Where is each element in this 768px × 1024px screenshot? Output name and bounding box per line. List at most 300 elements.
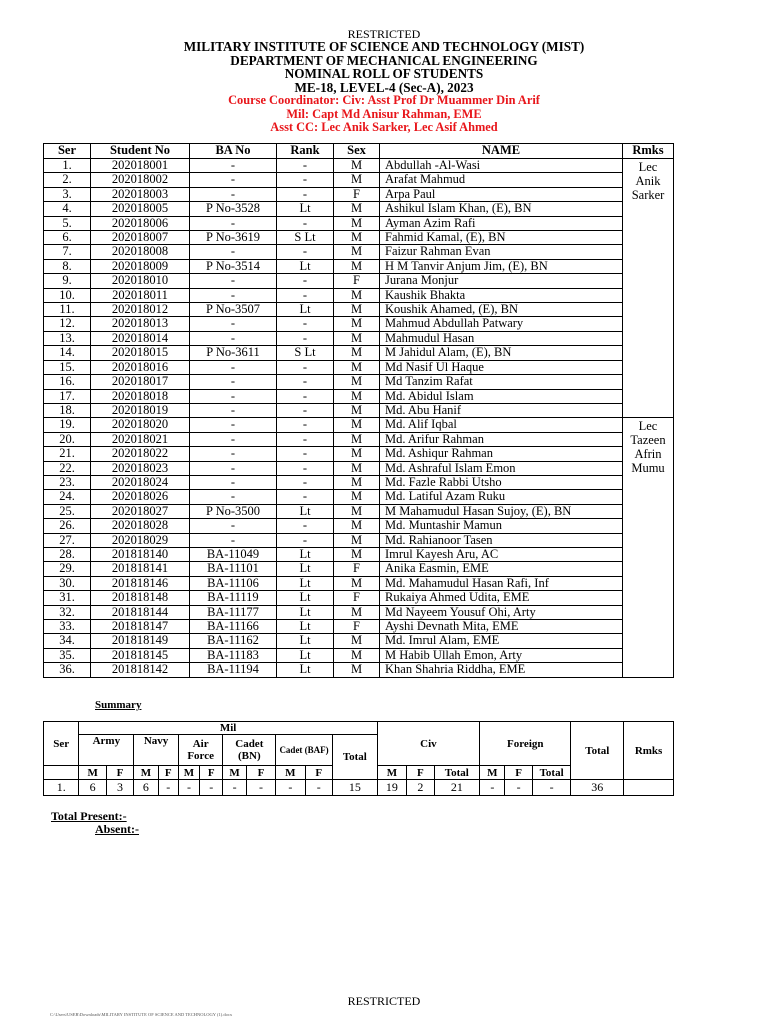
table-row <box>44 403 674 417</box>
cell-sex: M <box>334 576 380 590</box>
cell-sex: M <box>334 648 380 662</box>
summary-subheader-army-m: M <box>79 766 106 780</box>
cell-rank: - <box>277 187 334 201</box>
cell-student-no: 201818140 <box>91 547 190 561</box>
cell-name: Anika Easmin, EME <box>380 562 623 576</box>
table-row <box>44 346 674 360</box>
cell-rank: Lt <box>277 202 334 216</box>
cell-ba-no: - <box>190 475 277 489</box>
cell-sex: M <box>334 432 380 446</box>
table-row <box>44 490 674 504</box>
cell-ba-no: - <box>190 389 277 403</box>
cell-sex: F <box>334 620 380 634</box>
cell-sex: M <box>334 159 380 173</box>
table-row <box>44 274 674 288</box>
table-row <box>44 562 674 576</box>
summary-cell: 15 <box>332 780 377 796</box>
cell-rank: - <box>277 159 334 173</box>
department-name: DEPARTMENT OF MECHANICAL ENGINEERING <box>230 52 538 68</box>
cell-student-no: 202018010 <box>91 274 190 288</box>
summary-header-cadet-bn: Cadet (BN) <box>223 735 276 766</box>
absent-label: Absent:- <box>95 822 139 836</box>
cell-sex: F <box>334 591 380 605</box>
col-header-sex: Sex <box>334 144 380 159</box>
table-row <box>44 360 674 374</box>
cell-name: Ayman Azim Rafi <box>380 216 623 230</box>
cell-rank: - <box>277 418 334 432</box>
cell-sex: M <box>334 375 380 389</box>
col-header-rank: Rank <box>277 144 334 159</box>
cell-name: Md. Imrul Alam, EME <box>380 634 623 648</box>
summary-cell: - <box>178 780 199 796</box>
cell-rank: Lt <box>277 663 334 677</box>
summary-table <box>43 721 674 796</box>
institute-name: MILITARY INSTITUTE OF SCIENCE AND TECHNOLOGY (MIST) <box>183 39 585 54</box>
cell-sex: M <box>334 317 380 331</box>
cell-name: Md. Ashiqur Rahman <box>380 447 623 461</box>
table-row <box>44 475 674 489</box>
table-row <box>44 605 674 619</box>
document-title: NOMINAL ROLL OF STUDENTS <box>284 66 484 82</box>
cell-rank: - <box>277 432 334 446</box>
summary-cell: - <box>532 780 571 796</box>
summary-cell: 6 <box>79 780 106 796</box>
cell-sex: M <box>334 475 380 489</box>
table-row <box>44 519 674 533</box>
table-row <box>44 216 674 230</box>
mil-coordinator: Mil: Capt Md Anisur Rahman, EME <box>286 106 482 121</box>
cell-student-no: 202018024 <box>91 475 190 489</box>
table-row <box>44 202 674 216</box>
table-row <box>44 159 674 173</box>
cell-ba-no: - <box>190 173 277 187</box>
summary-data-row <box>44 780 674 796</box>
cell-rank: - <box>277 360 334 374</box>
summary-header-ser: Ser <box>44 722 79 766</box>
cell-name: Kaushik Bhakta <box>380 288 623 302</box>
cell-sex: M <box>334 360 380 374</box>
cell-sex: F <box>334 274 380 288</box>
cell-ser: 15. <box>44 360 91 374</box>
cell-student-no: 202018022 <box>91 447 190 461</box>
table-row <box>44 317 674 331</box>
summary-subheader-civ-f: F <box>407 766 434 780</box>
cell-ba-no: - <box>190 187 277 201</box>
cell-ser: 13. <box>44 331 91 345</box>
cell-rank: - <box>277 475 334 489</box>
summary-subheader-cbn-m: M <box>223 766 246 780</box>
table-row <box>44 547 674 561</box>
cell-name: Koushik Ahamed, (E), BN <box>380 303 623 317</box>
cell-ser: 21. <box>44 447 91 461</box>
cell-name: Jurana Monjur <box>380 274 623 288</box>
cell-ser: 11. <box>44 303 91 317</box>
cell-ba-no: BA-11166 <box>190 620 277 634</box>
cell-sex: M <box>334 346 380 360</box>
summary-subheader-cbaf-m: M <box>276 766 305 780</box>
roll-table-body <box>44 159 674 678</box>
table-row <box>44 576 674 590</box>
cell-rank: S Lt <box>277 346 334 360</box>
classification-marking-bottom: RESTRICTED <box>347 994 421 1008</box>
table-header-row <box>44 144 674 159</box>
table-row <box>44 389 674 403</box>
cell-sex: M <box>334 231 380 245</box>
cell-student-no: 202018019 <box>91 403 190 417</box>
cell-rank: - <box>277 519 334 533</box>
cell-sex: M <box>334 216 380 230</box>
cell-student-no: 202018006 <box>91 216 190 230</box>
summary-cell: 1. <box>44 780 79 796</box>
cell-student-no: 201818144 <box>91 605 190 619</box>
classification-marking-top: RESTRICTED <box>347 27 421 41</box>
cell-sex: M <box>334 202 380 216</box>
summary-header-foreign: Foreign <box>480 722 571 766</box>
cell-ser: 14. <box>44 346 91 360</box>
cell-student-no: 202018018 <box>91 389 190 403</box>
cell-rank: S Lt <box>277 231 334 245</box>
cell-name: Md. Rahianoor Tasen <box>380 533 623 547</box>
summary-subheader-civ-total: Total <box>434 766 480 780</box>
cell-name: Md. Mahamudul Hasan Rafi, Inf <box>380 576 623 590</box>
table-row <box>44 259 674 273</box>
cell-sex: M <box>334 259 380 273</box>
table-row <box>44 375 674 389</box>
cell-name: Ayshi Devnath Mita, EME <box>380 620 623 634</box>
cell-student-no: 202018009 <box>91 259 190 273</box>
cell-rank: - <box>277 461 334 475</box>
cell-ba-no: BA-11101 <box>190 562 277 576</box>
cell-sex: M <box>334 331 380 345</box>
cell-student-no: 202018013 <box>91 317 190 331</box>
cell-ser: 9. <box>44 274 91 288</box>
cell-rank: Lt <box>277 576 334 590</box>
cell-student-no: 201818146 <box>91 576 190 590</box>
cell-ser: 16. <box>44 375 91 389</box>
cell-rank: - <box>277 317 334 331</box>
cell-name: Md Tanzim Rafat <box>380 375 623 389</box>
summary-subheader-navy-m: M <box>134 766 158 780</box>
cell-sex: M <box>334 303 380 317</box>
total-present-label: Total Present:- <box>51 809 127 823</box>
cell-name: Md. Abu Hanif <box>380 403 623 417</box>
cell-ser: 4. <box>44 202 91 216</box>
cell-rank: - <box>277 288 334 302</box>
cell-ser: 31. <box>44 591 91 605</box>
summary-header-navy: Navy <box>134 735 179 766</box>
cell-name: Rukaiya Ahmed Udita, EME <box>380 591 623 605</box>
table-row <box>44 461 674 475</box>
col-header-name: NAME <box>380 144 623 159</box>
cell-ser: 20. <box>44 432 91 446</box>
cell-name: Md Nayeem Yousuf Ohi, Arty <box>380 605 623 619</box>
cell-rank: - <box>277 274 334 288</box>
assistant-coordinator: Asst CC: Lec Anik Sarker, Lec Asif Ahmed <box>270 120 498 135</box>
cell-student-no: 202018017 <box>91 375 190 389</box>
cell-ba-no: P No-3514 <box>190 259 277 273</box>
cell-name: Md. Fazle Rabbi Utsho <box>380 475 623 489</box>
cell-sex: M <box>334 634 380 648</box>
cell-student-no: 202018027 <box>91 504 190 518</box>
cell-rank: - <box>277 245 334 259</box>
cell-rank: - <box>277 490 334 504</box>
cell-ba-no: - <box>190 519 277 533</box>
cell-ba-no: - <box>190 418 277 432</box>
cell-ba-no: - <box>190 331 277 345</box>
cell-ser: 7. <box>44 245 91 259</box>
col-header-student-no: Student No <box>91 144 190 159</box>
cell-sex: M <box>334 447 380 461</box>
summary-header-air-force: Air Force <box>178 735 223 766</box>
cell-student-no: 202018028 <box>91 519 190 533</box>
cell-student-no: 202018011 <box>91 288 190 302</box>
cell-ser: 36. <box>44 663 91 677</box>
summary-cell: 21 <box>434 780 480 796</box>
summary-cell: - <box>223 780 246 796</box>
cell-name: Ashikul Islam Khan, (E), BN <box>380 202 623 216</box>
table-row <box>44 648 674 662</box>
cell-ba-no: - <box>190 288 277 302</box>
table-row <box>44 418 674 432</box>
table-row <box>44 173 674 187</box>
summary-subheader-cbaf-f: F <box>305 766 332 780</box>
table-row <box>44 303 674 317</box>
summary-subheader-foreign-f: F <box>505 766 532 780</box>
cell-ser: 17. <box>44 389 91 403</box>
cell-rank: - <box>277 216 334 230</box>
cell-student-no: 201818147 <box>91 620 190 634</box>
cell-name: M Mahamudul Hasan Sujoy, (E), BN <box>380 504 623 518</box>
course-coordinator: Course Coordinator: Civ: Asst Prof Dr Muammer Din Arif <box>228 93 540 108</box>
cell-ser: 23. <box>44 475 91 489</box>
summary-header-total: Total <box>571 722 624 780</box>
summary-cell: - <box>505 780 532 796</box>
cell-student-no: 202018029 <box>91 533 190 547</box>
summary-header-cadet-baf: Cadet (BAF) <box>276 735 333 766</box>
summary-subheader-af-f: F <box>200 766 223 780</box>
cell-ser: 26. <box>44 519 91 533</box>
cell-sex: M <box>334 403 380 417</box>
cell-sex: M <box>334 533 380 547</box>
table-row <box>44 245 674 259</box>
cell-rank: Lt <box>277 259 334 273</box>
cell-student-no: 201818149 <box>91 634 190 648</box>
cell-name: Md. Latiful Azam Ruku <box>380 490 623 504</box>
cell-ser: 3. <box>44 187 91 201</box>
cell-sex: M <box>334 605 380 619</box>
table-row <box>44 663 674 677</box>
cell-ba-no: - <box>190 403 277 417</box>
summary-cell: - <box>276 780 305 796</box>
cell-name: Md. Arifur Rahman <box>380 432 623 446</box>
col-header-rmks: Rmks <box>623 144 674 159</box>
document-header <box>0 40 768 135</box>
cell-sex: F <box>334 562 380 576</box>
cell-student-no: 202018002 <box>91 173 190 187</box>
summary-cell <box>624 780 674 796</box>
cell-ba-no: - <box>190 360 277 374</box>
cell-name: Khan Shahria Riddha, EME <box>380 663 623 677</box>
table-row <box>44 432 674 446</box>
cell-ser: 30. <box>44 576 91 590</box>
cell-ser: 6. <box>44 231 91 245</box>
cell-sex: M <box>334 288 380 302</box>
cell-student-no: 201818141 <box>91 562 190 576</box>
cell-ser: 22. <box>44 461 91 475</box>
cell-student-no: 202018020 <box>91 418 190 432</box>
cell-rank: - <box>277 389 334 403</box>
table-row <box>44 231 674 245</box>
summary-subheader-navy-f: F <box>158 766 178 780</box>
cell-ba-no: - <box>190 432 277 446</box>
cell-name: Arpa Paul <box>380 187 623 201</box>
table-row <box>44 447 674 461</box>
table-row <box>44 187 674 201</box>
cell-rank: - <box>277 173 334 187</box>
cell-sex: M <box>334 547 380 561</box>
cell-student-no: 202018015 <box>91 346 190 360</box>
cell-rank: Lt <box>277 648 334 662</box>
cell-ba-no: BA-11194 <box>190 663 277 677</box>
cell-ba-no: - <box>190 317 277 331</box>
summary-header-mil-total: Total <box>332 735 377 780</box>
cell-ser: 27. <box>44 533 91 547</box>
cell-ba-no: - <box>190 461 277 475</box>
summary-subheader-cbn-f: F <box>246 766 275 780</box>
cell-rank: - <box>277 403 334 417</box>
cell-ser: 2. <box>44 173 91 187</box>
cell-student-no: 201818142 <box>91 663 190 677</box>
cell-rank: - <box>277 331 334 345</box>
col-header-ser: Ser <box>44 144 91 159</box>
cell-student-no: 202018023 <box>91 461 190 475</box>
table-row <box>44 620 674 634</box>
rmks-group-cell: Lec Anik Sarker <box>623 159 674 418</box>
cell-ser: 34. <box>44 634 91 648</box>
cell-name: Fahmid Kamal, (E), BN <box>380 231 623 245</box>
cell-ba-no: - <box>190 375 277 389</box>
cell-name: H M Tanvir Anjum Jim, (E), BN <box>380 259 623 273</box>
cell-ba-no: BA-11183 <box>190 648 277 662</box>
cell-rank: Lt <box>277 562 334 576</box>
cell-ser: 28. <box>44 547 91 561</box>
cell-ser: 29. <box>44 562 91 576</box>
summary-cell: - <box>480 780 505 796</box>
summary-subheader-foreign-total: Total <box>532 766 571 780</box>
cell-student-no: 202018001 <box>91 159 190 173</box>
cell-rank: Lt <box>277 547 334 561</box>
summary-cell: - <box>305 780 332 796</box>
table-row <box>44 331 674 345</box>
cell-name: Imrul Kayesh Aru, AC <box>380 547 623 561</box>
cell-ba-no: P No-3500 <box>190 504 277 518</box>
course-info: ME-18, LEVEL-4 (Sec-A), 2023 <box>294 79 474 95</box>
table-row <box>44 504 674 518</box>
cell-rank: - <box>277 533 334 547</box>
summary-cell: - <box>158 780 178 796</box>
cell-rank: - <box>277 375 334 389</box>
cell-student-no: 202018003 <box>91 187 190 201</box>
cell-student-no: 202018008 <box>91 245 190 259</box>
cell-name: Arafat Mahmud <box>380 173 623 187</box>
table-row <box>44 634 674 648</box>
summary-label: Summary <box>95 699 142 711</box>
cell-rank: - <box>277 447 334 461</box>
cell-name: Md. Abidul Islam <box>380 389 623 403</box>
cell-ba-no: P No-3507 <box>190 303 277 317</box>
summary-subheader-civ-m: M <box>377 766 406 780</box>
cell-student-no: 202018014 <box>91 331 190 345</box>
cell-rank: Lt <box>277 605 334 619</box>
cell-ser: 25. <box>44 504 91 518</box>
cell-ba-no: BA-11162 <box>190 634 277 648</box>
cell-ba-no: P No-3619 <box>190 231 277 245</box>
cell-name: Md. Muntashir Mamun <box>380 519 623 533</box>
table-row <box>44 288 674 302</box>
cell-rank: Lt <box>277 634 334 648</box>
cell-student-no: 202018007 <box>91 231 190 245</box>
cell-ser: 33. <box>44 620 91 634</box>
cell-sex: M <box>334 504 380 518</box>
cell-sex: M <box>334 519 380 533</box>
cell-student-no: 202018021 <box>91 432 190 446</box>
nominal-roll-table <box>43 143 674 678</box>
cell-student-no: 201818148 <box>91 591 190 605</box>
summary-subheader-army-f: F <box>106 766 133 780</box>
table-row <box>44 591 674 605</box>
summary-header-rmks: Rmks <box>624 722 674 780</box>
summary-cell: 19 <box>377 780 406 796</box>
cell-ba-no: - <box>190 216 277 230</box>
summary-header-civ: Civ <box>377 722 479 766</box>
cell-student-no: 201818145 <box>91 648 190 662</box>
cell-student-no: 202018016 <box>91 360 190 374</box>
cell-ser: 12. <box>44 317 91 331</box>
table-row <box>44 533 674 547</box>
summary-cell: - <box>200 780 223 796</box>
summary-cell: - <box>246 780 275 796</box>
file-path-footer: C:\Users\USER\Downloads\MILITARY INSTITUTE OF SCIENCE AND TECHNOLOGY (1).docx <box>50 1012 233 1017</box>
cell-ba-no: - <box>190 245 277 259</box>
cell-ba-no: P No-3611 <box>190 346 277 360</box>
cell-ser: 18. <box>44 403 91 417</box>
cell-ser: 5. <box>44 216 91 230</box>
summary-header-mil: Mil <box>79 722 377 735</box>
cell-ba-no: - <box>190 490 277 504</box>
cell-student-no: 202018005 <box>91 202 190 216</box>
cell-ba-no: - <box>190 447 277 461</box>
cell-name: Md. Ashraful Islam Emon <box>380 461 623 475</box>
cell-sex: F <box>334 187 380 201</box>
summary-header-army: Army <box>79 735 134 766</box>
cell-name: Mahmud Abdullah Patwary <box>380 317 623 331</box>
rmks-group-cell: Lec Tazeen Afrin Mumu <box>623 418 674 677</box>
cell-ser: 10. <box>44 288 91 302</box>
col-header-ba-no: BA No <box>190 144 277 159</box>
cell-name: Abdullah -Al-Wasi <box>380 159 623 173</box>
summary-cell: 6 <box>134 780 158 796</box>
summary-subheader-af-m: M <box>178 766 199 780</box>
summary-header-row-1 <box>44 722 674 735</box>
cell-name: Faizur Rahman Evan <box>380 245 623 259</box>
cell-ser: 19. <box>44 418 91 432</box>
cell-ba-no: BA-11049 <box>190 547 277 561</box>
cell-name: M Jahidul Alam, (E), BN <box>380 346 623 360</box>
cell-sex: M <box>334 245 380 259</box>
cell-ser: 8. <box>44 259 91 273</box>
cell-ser: 1. <box>44 159 91 173</box>
cell-ser: 32. <box>44 605 91 619</box>
